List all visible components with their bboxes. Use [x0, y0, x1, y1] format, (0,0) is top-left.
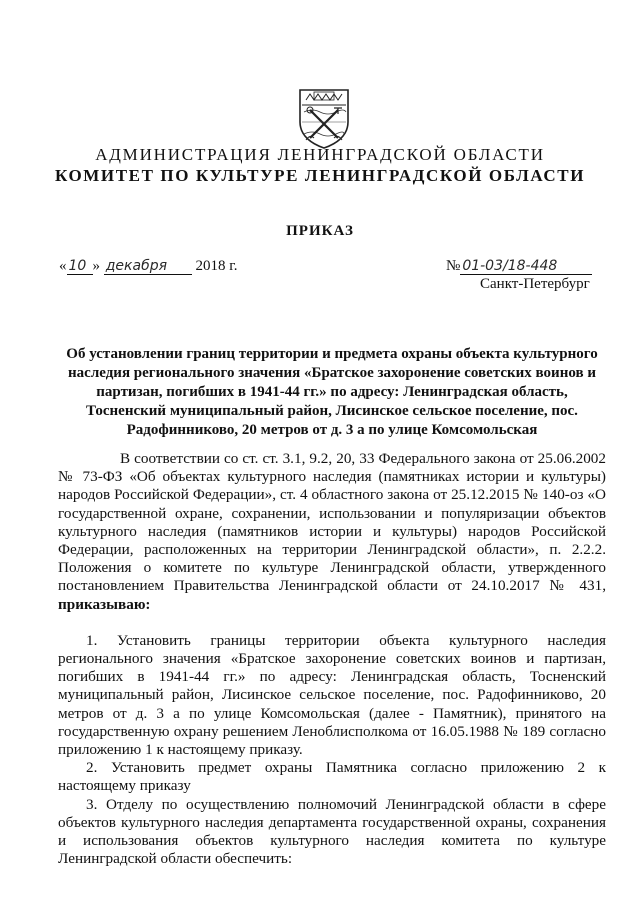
document-type-title: ПРИКАЗ [286, 223, 354, 239]
number-prefix: № [446, 258, 461, 274]
preamble-paragraph [58, 450, 606, 614]
organization-name: АДМИНИСТРАЦИЯ ЛЕНИНГРАДСКОЙ ОБЛАСТИ [95, 145, 545, 164]
paragraph-gap [58, 614, 606, 632]
date-quote-open: « [59, 258, 67, 274]
date-quote-close: » [92, 258, 100, 274]
order-item-1: 1. Установить границы территории объекта культурного наследия регионального значения «Братское захоронение советских воинов и партизан, погибших в 1941-44 гг.» по адресу: Ленинградская область, Тосненский муниципальный район, Лисинское сельское поселение, пос. Радофинниково, 20 метров от д. 3 а по улице Комсомольская (далее - Памятник), принятого на государственную охрану решением Леноблисполкома от 16.05.1988 № 189 согласно приложению 1 к настоящему приказу. [58, 631, 606, 759]
document-body [58, 450, 606, 868]
document-date [59, 258, 237, 275]
committee-name: КОМИТЕТ ПО КУЛЬТУРЕ ЛЕНИНГРАДСКОЙ ОБЛАСТИ [54, 166, 586, 185]
date-day: 10 [67, 258, 93, 275]
coat-of-arms-icon [296, 88, 352, 150]
date-month: декабря [104, 258, 192, 275]
document-number [446, 258, 592, 275]
order-item-2: 2. Установить предмет охраны Памятника согласно приложению 2 к настоящему приказу [58, 759, 606, 795]
document-subject: Об установлении границ территории и предмета охраны объекта культурного наследия регионального значения «Братское захоронение советских воинов и партизан, погибших в 1941-44 гг.» по адресу: Ленинградская область, Тосненский муниципальный район, Лисинское сельское поселение, пос. Радофинниково, 20 метров от д. 3 а по улице Комсомольская [66, 346, 598, 438]
preamble-text: В соответствии со ст. ст. 3.1, 9.2, 20, 33 Федерального закона от 25.06.2002 № 73-ФЗ «Об объектах культурного наследия (памятниках истории и культуры) народов Российской Федерации», ст. 4 областного закона от 25.12.2015 № 140-оз «О государственной охране, сохранении, использовании и популяризации объектов культурного наследия (памятников истории и культуры) народов Российской Федерации, расположенных на территории Ленинградской области», п. 2.2.2. Положения о комитете по культуре Ленинградской области, утвержденного постановлением Правительства Ленинградской области от 24.10.2017 № 431, [58, 450, 606, 595]
date-year: 2018 г. [195, 258, 238, 274]
order-item-3: 3. Отделу по осуществлению полномочий Ленинградской области в сфере объектов культурного наследия департамента государственной охраны, сохранения и использования объектов культурного наследия комитета по культуре Ленинградской области обеспечить: [58, 795, 606, 868]
number-value: 01-03/18-448 [460, 258, 592, 275]
order-word: приказываю: [58, 595, 151, 613]
document-city: Санкт-Петербург [480, 276, 590, 292]
